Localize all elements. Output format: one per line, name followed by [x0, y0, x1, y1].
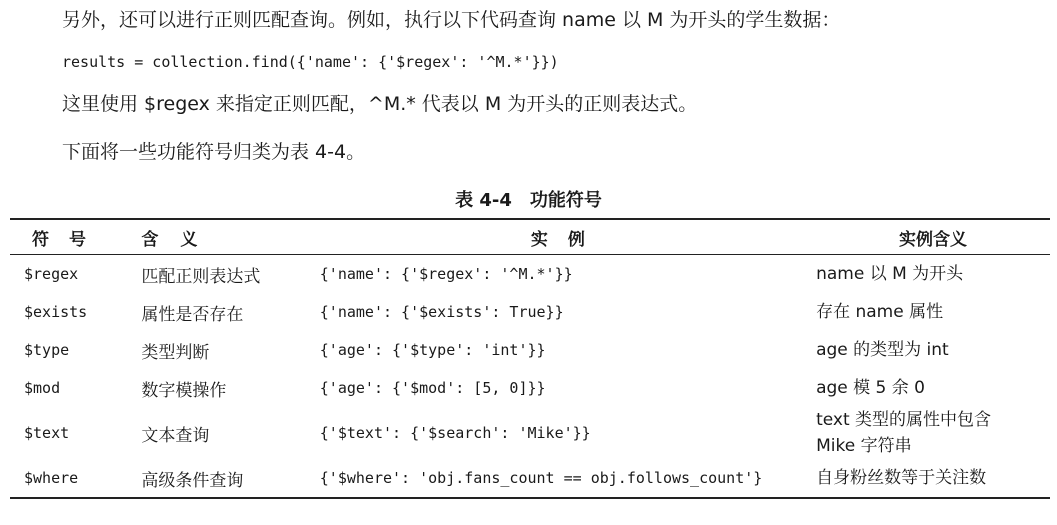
cell-example: {'age': {'$mod': [5, 0]}}: [319, 379, 546, 397]
header-symbol: 符号: [10, 219, 141, 255]
cell-example-meaning: age 模 5 余 0: [816, 378, 925, 398]
paragraph-regex-intro: 另外，还可以进行正则匹配查询。例如，执行以下代码查询 name 以 M 为开头的学生数据：: [62, 9, 841, 31]
cell-example-meaning: [816, 407, 1050, 459]
table-row: [10, 331, 1050, 369]
function-symbols-table: [10, 218, 1050, 499]
cell-meaning: 文本查询: [141, 425, 210, 446]
table-caption-number: 表 4-4: [455, 190, 512, 211]
cell-example-meaning-line2: Mike 字符串: [816, 436, 912, 456]
cell-example-meaning: 存在 name 属性: [816, 302, 944, 322]
table-header-row: [10, 219, 1050, 255]
cell-meaning: 类型判断: [141, 342, 210, 363]
cell-meaning: 属性是否存在: [141, 304, 244, 325]
paragraph-regex-explain: 这里使用 $regex 来指定正则匹配，^M.* 代表以 M 为开头的正则表达式。: [62, 93, 698, 115]
header-example: 实例: [320, 219, 816, 255]
cell-symbol: $type: [24, 341, 70, 359]
code-example: results = collection.find({'name': {'$regex': '^M.*'}}): [62, 53, 559, 71]
cell-symbol: $where: [10, 459, 141, 498]
cell-example-meaning: age 的类型为 int: [816, 340, 949, 360]
cell-example: {'age': {'$type': 'int'}}: [319, 341, 546, 359]
cell-symbol: $exists: [24, 303, 88, 321]
table-row: [10, 293, 1050, 331]
cell-example-meaning-line1: text 类型的属性中包含: [816, 410, 992, 430]
table-row: [10, 407, 1050, 459]
table-row: [10, 369, 1050, 407]
paragraph-table-intro: 下面将一些功能符号归类为表 4-4。: [62, 141, 366, 163]
cell-meaning: 高级条件查询: [141, 459, 319, 498]
cell-symbol: $mod: [24, 379, 61, 397]
cell-example: {'name': {'$regex': '^M.*'}}: [319, 265, 573, 283]
table-caption-title: 功能符号: [529, 190, 602, 211]
header-meaning: 含义: [141, 219, 319, 255]
table-row: [10, 459, 1050, 498]
cell-example-meaning: 自身粉丝数等于关注数: [816, 459, 1050, 498]
cell-example-meaning: name 以 M 为开头: [816, 264, 964, 284]
cell-example: {'$where': 'obj.fans_count == obj.follows_count'}: [320, 459, 816, 498]
cell-example: {'$text': {'$search': 'Mike'}}: [319, 424, 591, 442]
cell-meaning: 数字模操作: [141, 380, 227, 401]
cell-symbol: $text: [24, 424, 70, 442]
table-row: [10, 255, 1050, 294]
cell-example: {'name': {'$exists': True}}: [319, 303, 564, 321]
header-example-meaning: 实例含义: [816, 219, 1050, 255]
table-caption: [0, 186, 1057, 212]
cell-meaning: 匹配正则表达式: [141, 266, 261, 287]
cell-symbol: $regex: [24, 265, 79, 283]
